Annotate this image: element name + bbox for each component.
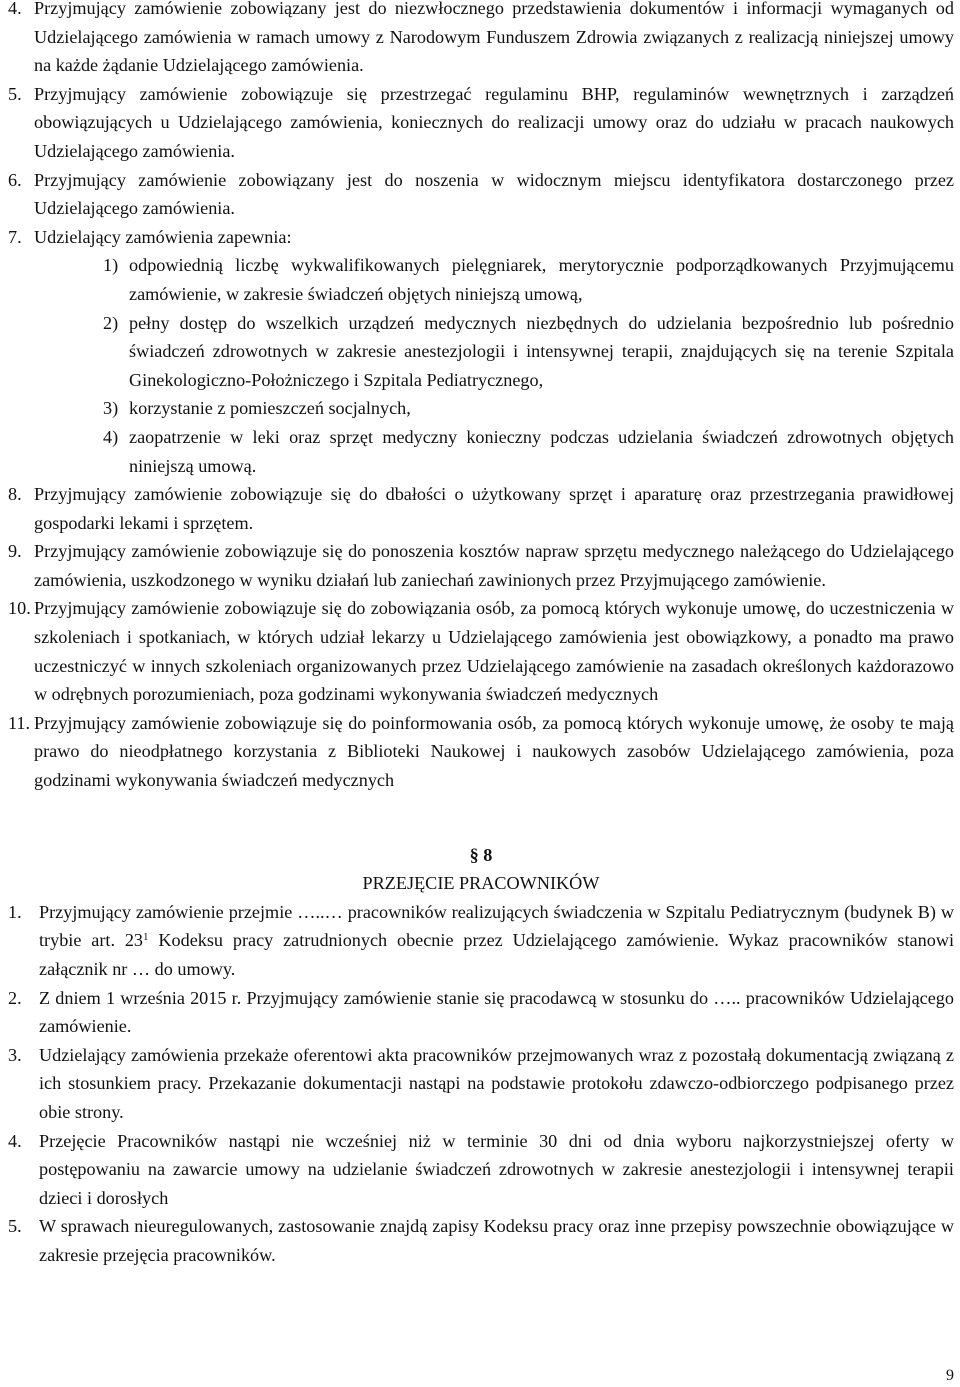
item-number: 7. xyxy=(8,226,22,247)
list-item xyxy=(8,80,954,166)
list-item xyxy=(8,1127,954,1213)
sub-item-text: odpowiednią liczbę wykwalifikowanych pielęgniarek, merytorycznie podporządkowanych Przyjmującemu zamówienie, w zakresie świadczeń objętych niniejszą umową, xyxy=(129,255,954,304)
item-number: 10. xyxy=(8,598,31,619)
list-item xyxy=(8,480,954,537)
list-item xyxy=(8,984,954,1041)
item-text: Przejęcie Pracowników nastąpi nie wcześniej niż w terminie 30 dni od dnia wyboru najkorzystniejszej oferty w postępowaniu na zawarcie umowy na udzielanie świadczeń zdrowotnych w zakresie anestezjologii i intensywnej terapii dzieci i dorosłych xyxy=(39,1130,954,1208)
item-number: 6. xyxy=(8,169,22,190)
list-item xyxy=(8,223,954,252)
page-number: 9 xyxy=(946,1367,954,1384)
item-number: 2. xyxy=(8,987,22,1008)
item-number: 1. xyxy=(8,901,22,922)
item-number: 4. xyxy=(8,0,22,18)
item-number: 4. xyxy=(8,1130,22,1151)
item-text: Przyjmujący zamówienie zobowiązuje się przestrzegać regulaminu BHP, regulaminów wewnętrznych i zarządzeń obowiązujących u Udzielającego zamówienia, koniecznych do realizacji umowy oraz do udziału w pracach naukowych Udzielającego zamówienia. xyxy=(34,83,954,161)
item-text: Udzielający zamówienia przekaże oferentowi akta pracowników przejmowanych wraz z pozostałą dokumentacją związaną z ich stosunkiem pracy. Przekazanie dokumentacji nastąpi na podstawie protokołu zdawczo-odbiorczego podpisanego przez obie strony. xyxy=(39,1044,954,1122)
item-text: Przyjmujący zamówienie zobowiązuje się do zobowiązania osób, za pomocą których wykonuje umowę, do uczestniczenia w szkoleniach i spotkaniach, w których udział lekarzy u Udzielającego zamówienia jest obowiązkowy, a ponadto ma prawo uczestniczyć w innych szkoleniach organizowanych przez Udzielającego zamówienie na zasadach określonych każdorazowo w odrębnych porozumieniach, poza godzinami wykonywania świadczeń medycznych xyxy=(34,598,954,705)
list-item xyxy=(8,537,954,594)
document-body xyxy=(8,0,954,1270)
item-text xyxy=(39,898,954,984)
list-item xyxy=(8,1212,954,1269)
sub-item-number: 3) xyxy=(103,398,119,419)
sub-list-item xyxy=(103,423,954,480)
item-number: 5. xyxy=(8,83,22,104)
list-item xyxy=(8,709,954,795)
list-item xyxy=(8,0,954,80)
item-text: Przyjmujący zamówienie zobowiązany jest do niezwłocznego przedstawienia dokumentów i informacji wymaganych od Udzielającego zamówienia w ramach umowy z Narodowym Funduszem Zdrowia związanych z realizacją niniejszej umowy na każde żądanie Udzielającego zamówienia. xyxy=(34,0,954,76)
spacer xyxy=(8,795,954,835)
item-text-part: Przyjmujący zamówienie przejmie …..… pracowników realizujących świadczenia w Szpitalu Pediatrycznym (budynek B) w trybie art. 23 xyxy=(39,901,954,951)
sub-item-number: 2) xyxy=(103,312,119,333)
superscript: 1 xyxy=(143,931,149,944)
sub-item-text: korzystanie z pomieszczeń socjalnych, xyxy=(129,398,411,419)
item-text: W sprawach nieuregulowanych, zastosowanie znajdą zapisy Kodeksu pracy oraz inne przepisy powszechnie obowiązujące w zakresie przejęcia pracowników. xyxy=(39,1216,954,1265)
sub-item-text: pełny dostęp do wszelkich urządzeń medycznych niezbędnych do udzielania bezpośrednio lub pośrednio świadczeń zdrowotnych w zakresie anestezjologii i intensywnej terapii, znajdujących się na terenie Szpitala Ginekologiczno-Położniczego i Szpitala Pediatrycznego, xyxy=(129,312,954,390)
item-number: 3. xyxy=(8,1044,22,1065)
sub-list-item xyxy=(103,251,954,308)
sub-item-number: 1) xyxy=(103,255,119,276)
item-text: Przyjmujący zamówienie zobowiązuje się do poinformowania osób, za pomocą których wykonuje umowę, że osoby te mają prawo do nieodpłatnego korzystania z Biblioteki Naukowej i naukowych zasobów Udzielającego zamówienia, poza godzinami wykonywania świadczeń medycznych xyxy=(34,712,954,791)
item-text: Udzielający zamówienia zapewnia: xyxy=(34,226,292,247)
sub-list-item xyxy=(103,309,954,395)
list-item xyxy=(8,594,954,708)
section-number: § 8 xyxy=(469,844,493,865)
item-text: Przyjmujący zamówienie zobowiązany jest do noszenia w widocznym miejscu identyfikatora dostarczonego przez Udzielającego zamówienia. xyxy=(34,169,954,219)
list-item xyxy=(8,166,954,223)
sub-list-item xyxy=(103,394,954,423)
list-item xyxy=(8,1041,954,1127)
item-number: 11. xyxy=(8,712,31,733)
item-text: Przyjmujący zamówienie zobowiązuje się do dbałości o użytkowany sprzęt i aparaturę oraz przestrzegania prawidłowej gospodarki lekami i sprzętem. xyxy=(34,484,954,533)
item-text: Z dniem 1 września 2015 r. Przyjmujący zamówienie stanie się pracodawcą w stosunku do ….. pracowników Udzielającego zamówienie. xyxy=(39,987,954,1037)
section-title: PRZEJĘCIE PRACOWNIKÓW xyxy=(362,873,600,894)
item-text-part: Kodeksu pracy zatrudnionych obecnie przez Udzielającego zamówienie. Wykaz pracowników stanowi załącznik nr … do umowy. xyxy=(39,930,955,979)
item-text: Przyjmujący zamówienie zobowiązuje się do ponoszenia kosztów napraw sprzętu medycznego należącego do Udzielającego zamówienia, uszkodzonego w wyniku działań lub zaniechań zawinionych przez Przyjmującego zamówienie. xyxy=(34,541,954,590)
list-item xyxy=(8,898,954,984)
sub-item-number: 4) xyxy=(103,426,119,447)
item-number: 5. xyxy=(8,1216,22,1237)
sub-item-text: zaopatrzenie w leki oraz sprzęt medyczny konieczny podczas udzielania świadczeń zdrowotnych objętych niniejszą umową. xyxy=(129,426,954,476)
item-number: 9. xyxy=(8,541,22,562)
item-number: 8. xyxy=(8,484,22,505)
